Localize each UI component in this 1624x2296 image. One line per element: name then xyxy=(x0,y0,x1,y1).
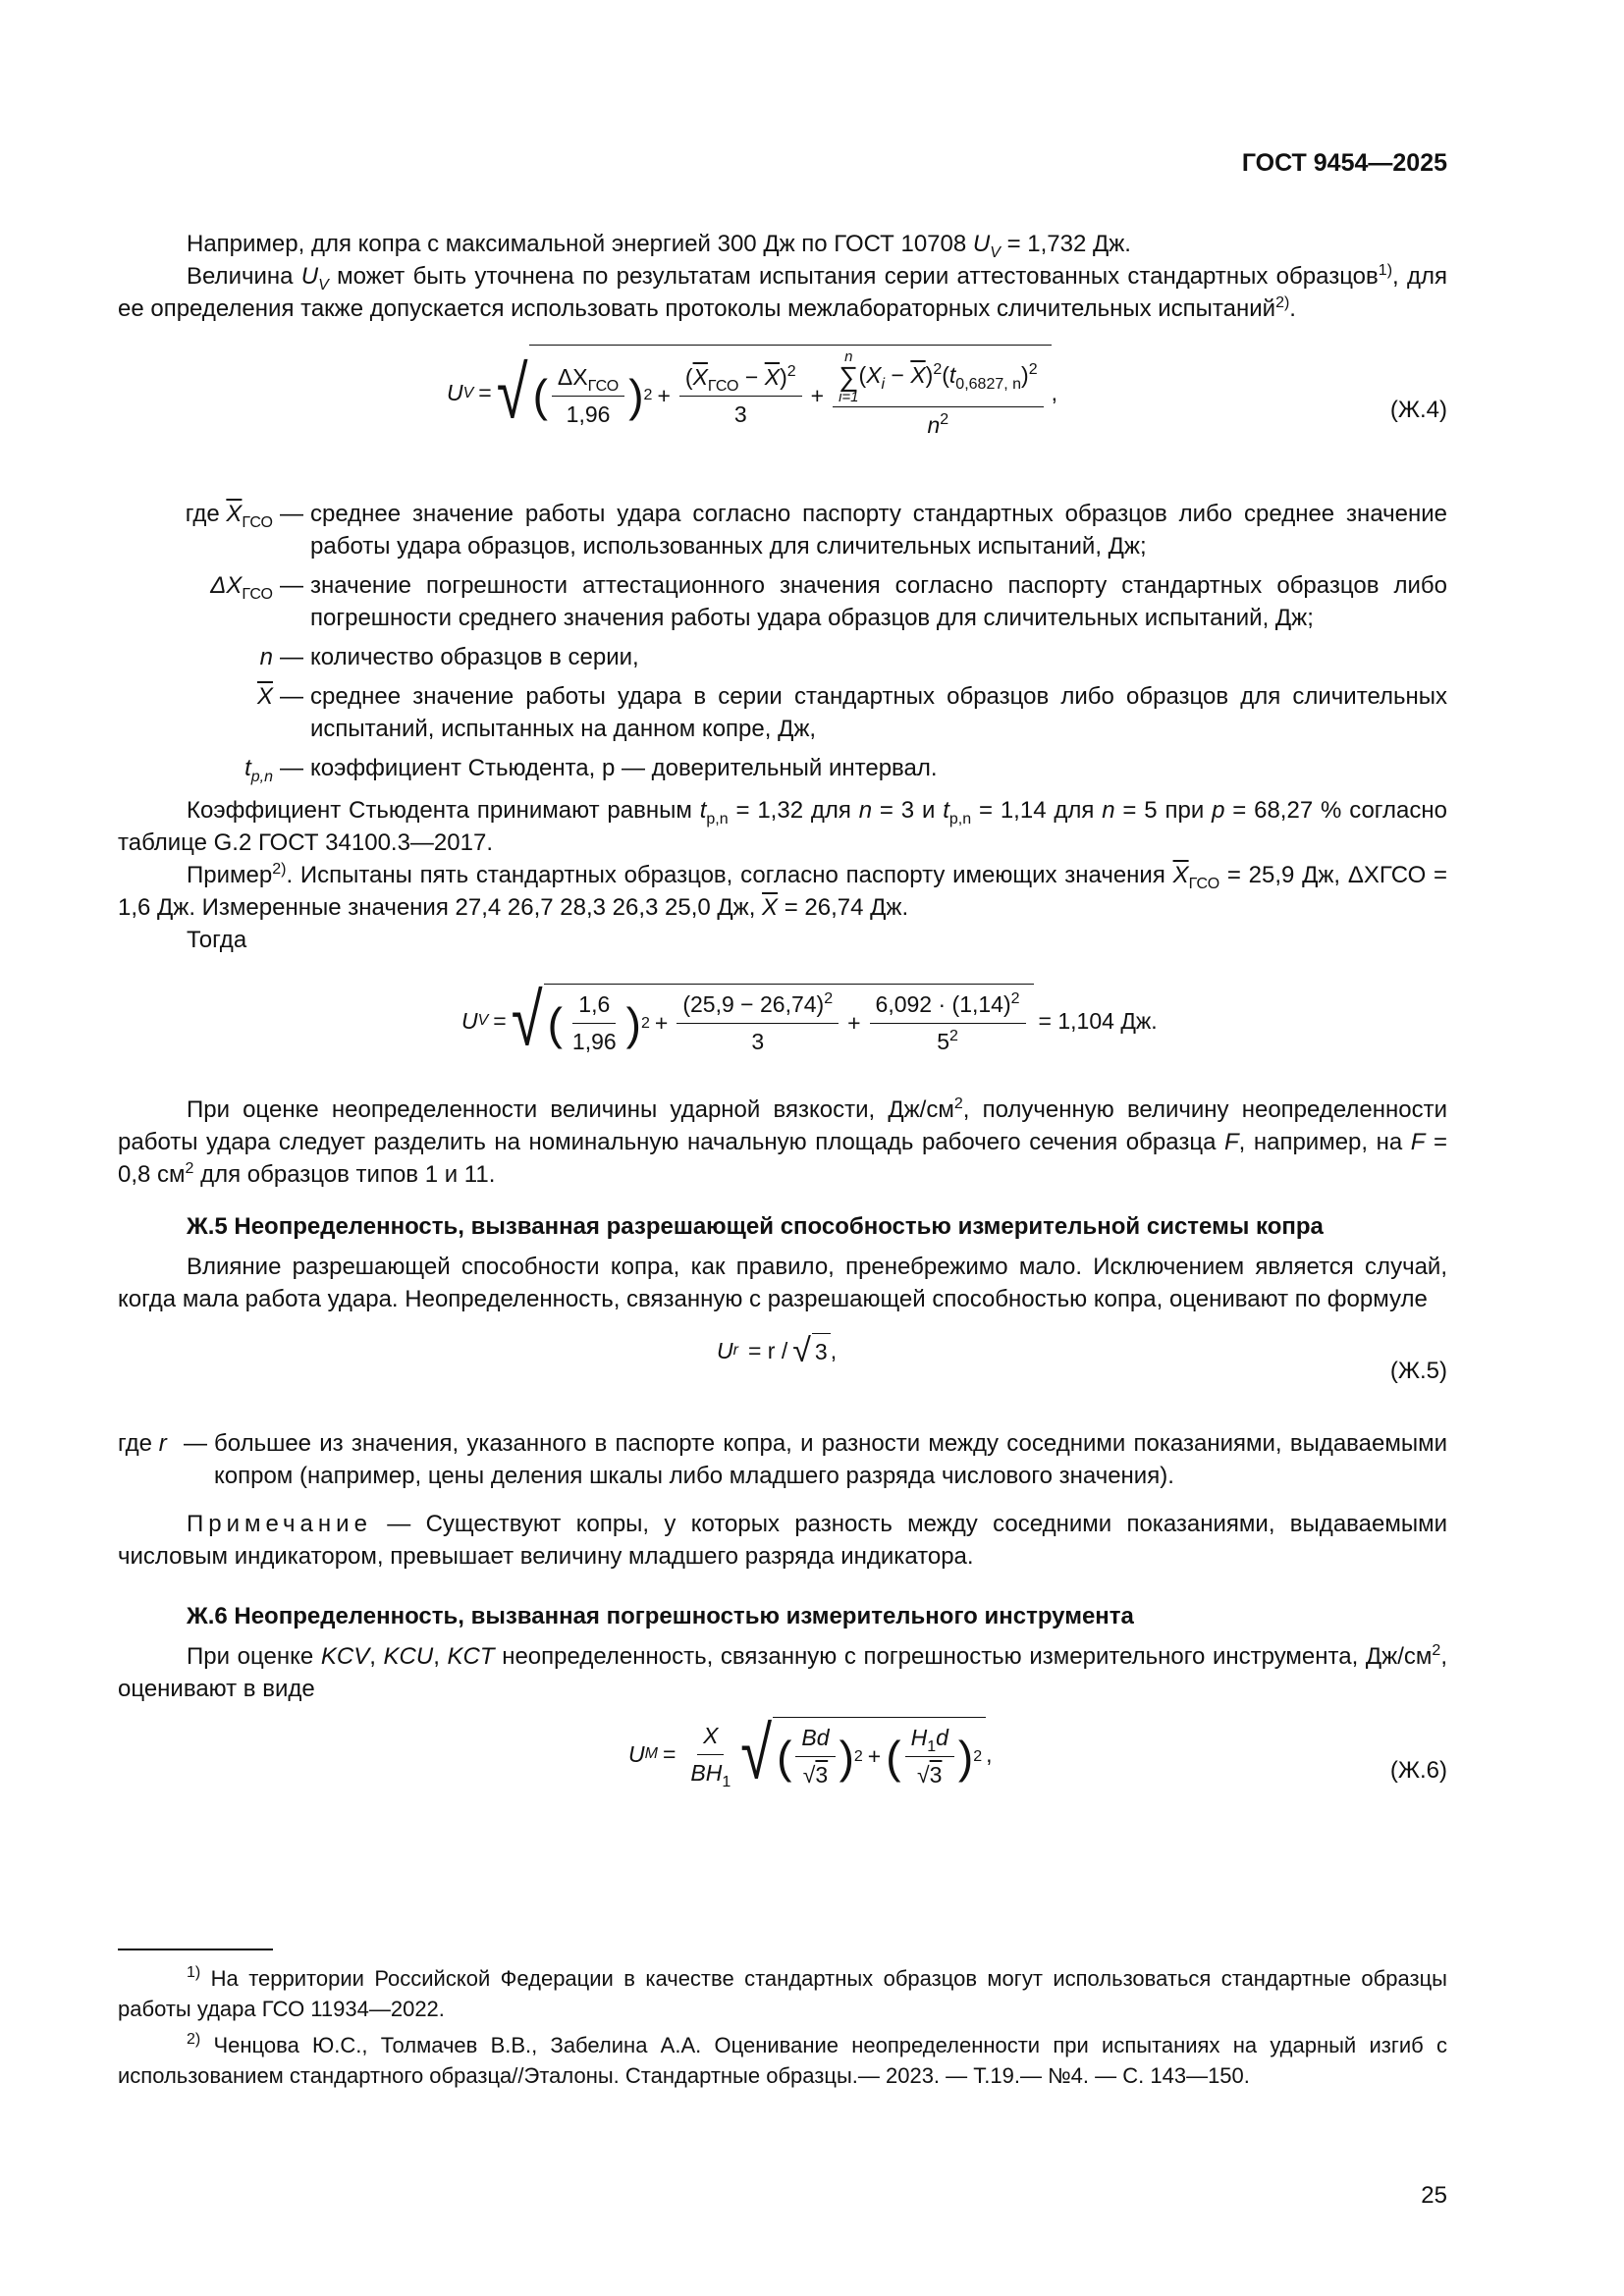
definitions-list xyxy=(118,498,1447,784)
paragraph-uv-refinement: Величина $U_V$ может быть уточнена по результатам испытания серии аттестованных стандартных образцов$^{1)}$, для ее определения также допускается использовать протоколы межлабораторных сличительных испытаний$^{2)}$. xyxy=(118,262,1448,322)
formula-numeric-example: U V = √ ( $\frac{1,6}{1,96}$ ) 2 + $\frac{(25,9 - 26,74)^2}{3}$ + $\frac{6,092 \cdot (1,14)^2}{5^2}$ = 1,104 Дж. xyxy=(461,979,1158,1062)
paragraph-measuring-instrument: При оценке KCV, KCU, KCT неопределенность, связанную с погрешностью измерительного инструмента, $Дж/см^2$, оценивают в виде xyxy=(118,1642,1447,1702)
formula-number-zh5: (Ж.5) xyxy=(1389,1358,1447,1384)
section-heading-zh5: Ж.5 Неопределенность, вызванная разрешающей способностью измерительной системы копра xyxy=(187,1213,1324,1240)
definition-n: n — количество образцов в серии, xyxy=(259,644,639,670)
note-paragraph: Примечание — Существуют копры, у которых разность между соседними показаниями, выдаваемыми числовым индикатором, превышает величину младшего разряда индикатора. xyxy=(118,1511,1447,1570)
formula-zh5: U r = r / √ 3 , (Ж.5) xyxy=(118,1315,1447,1414)
page-body xyxy=(118,228,1447,1833)
paragraph-example-samples: Пример$^{2)}$. Испытаны пять стандартных образцов, согласно паспорту имеющих значения $\overline{X}_{ГСО} = 25,9$ Дж, ΔXГСО = 1,6 Дж. Измеренные значения 27,4 26,7 28,3 26,3 25,0 Дж, $\overline{X} = 26,74$ Дж. xyxy=(118,861,1447,921)
footnote-1: $^{1)}$ На территории Российской Федерации в качестве стандартных образцов могут использоваться стандартные образцы работы удара ГСО 11934—2022. xyxy=(118,1964,1447,2021)
section-heading-zh6: Ж.6 Неопределенность, вызванная погрешностью измерительного инструмента xyxy=(187,1603,1134,1629)
footnote-ref-2[interactable]: 2) xyxy=(1275,294,1290,311)
definition-x-gso: где $\overline{X}_{ГСО}$ — среднее значение работы удара согласно паспорту стандартных образцов либо среднее значение работы удара образцов, использованных для сличительных испытаний, Дж; xyxy=(185,501,1447,560)
footnote-2: $^{2)}$ Ченцова Ю.С., Толмачев В.В., Забелина А.А. Оценивание неопределенности при испытаниях на ударный изгиб с использованием стандартного образца//Эталоны. Стандартные образцы.— 2023. — Т.19.— №4. — С. 143—150. xyxy=(118,2031,1447,2088)
definition-delta-x-gso: $\Delta X_{ГСО}$ — значение погрешности аттестационного значения согласно паспорту стандартных образцов либо погрешности среднего значения работы удара образцов для сличительных испытаний, Дж; xyxy=(210,572,1447,631)
formula-number-zh6: (Ж.6) xyxy=(1389,1757,1447,1784)
footnote-ref-2b[interactable]: 2) xyxy=(272,861,287,878)
paragraph-example-copra: Например, для копра с максимальной энергией 300 Дж по ГОСТ 10708 $U_V = 1,732$ Дж. xyxy=(187,231,1131,261)
definition-x-mean: $\overline{X}$ — среднее значение работы удара в серии стандартных образцов либо образцов для сличительных испытаний, испытанных на данном копре, Дж, xyxy=(256,683,1447,742)
page-number: 25 xyxy=(1421,2182,1447,2209)
formula-zh6: U M = $\frac{X}{BH_1}$ √ ( $\frac{Bd}{√3}$ ) 2 + ( $\frac{H_1d}{√3}$ ) 2 , (Ж.6) xyxy=(628,1712,1447,1795)
paragraph-impact-toughness: При оценке неопределенности величины ударной вязкости, $Дж/см^2$, полученную величину неопределенности работы удара следует разделить на номинальную начальную площадь рабочего сечения образца F, например, на F = 0,8 $см^2$ для образцов типов 1 и 11. xyxy=(118,1095,1448,1188)
formula-zh4: U V = √ ( $\frac{\Delta X_{ГСО}}{1,96}$ ) 2 + $\frac{(\overline{X}_{ГСО} - \overline{X})^2}{3}$ + n ∑ i=1 $(X_i - \overline{X})^2(t_{0,6827, n})^2$ $n^2$ , (Ж.4) xyxy=(118,333,1447,480)
paragraph-resolution: Влияние разрешающей способности копра, как правило, пренебрежимо мало. Исключением является случай, когда мала работа удара. Неопределенность, связанную с разрешающей способностью копра, оценивают по формуле xyxy=(118,1254,1447,1312)
definition-t-pn: $t_{p,n}$ — коэффициент Стьюдента, p — доверительный интервал. xyxy=(244,755,938,785)
standard-header: ГОСТ 9454—2025 xyxy=(1241,149,1447,177)
footnote-ref-1[interactable]: 1) xyxy=(1378,262,1393,279)
footnote-separator xyxy=(118,1949,273,1950)
paragraph-student-coefficient: Коэффициент Стьюдента принимают равным $t_{p,n} = 1,32$ для n = 3 и $t_{p,n} = 1,14$ для n = 5 при p = 68,27 % согласно таблице G.2 ГОСТ 34100.3—2017. xyxy=(118,797,1447,856)
formula-number-zh4: (Ж.4) xyxy=(1389,397,1447,423)
definition-r: где r — большее из значения, указанного в паспорте копра, и разности между соседними показаниями, выдаваемыми копром (например, цены деления шкалы либо младшего разряда числового значения). xyxy=(118,1430,1447,1489)
paragraph-then: Тогда xyxy=(187,927,247,953)
